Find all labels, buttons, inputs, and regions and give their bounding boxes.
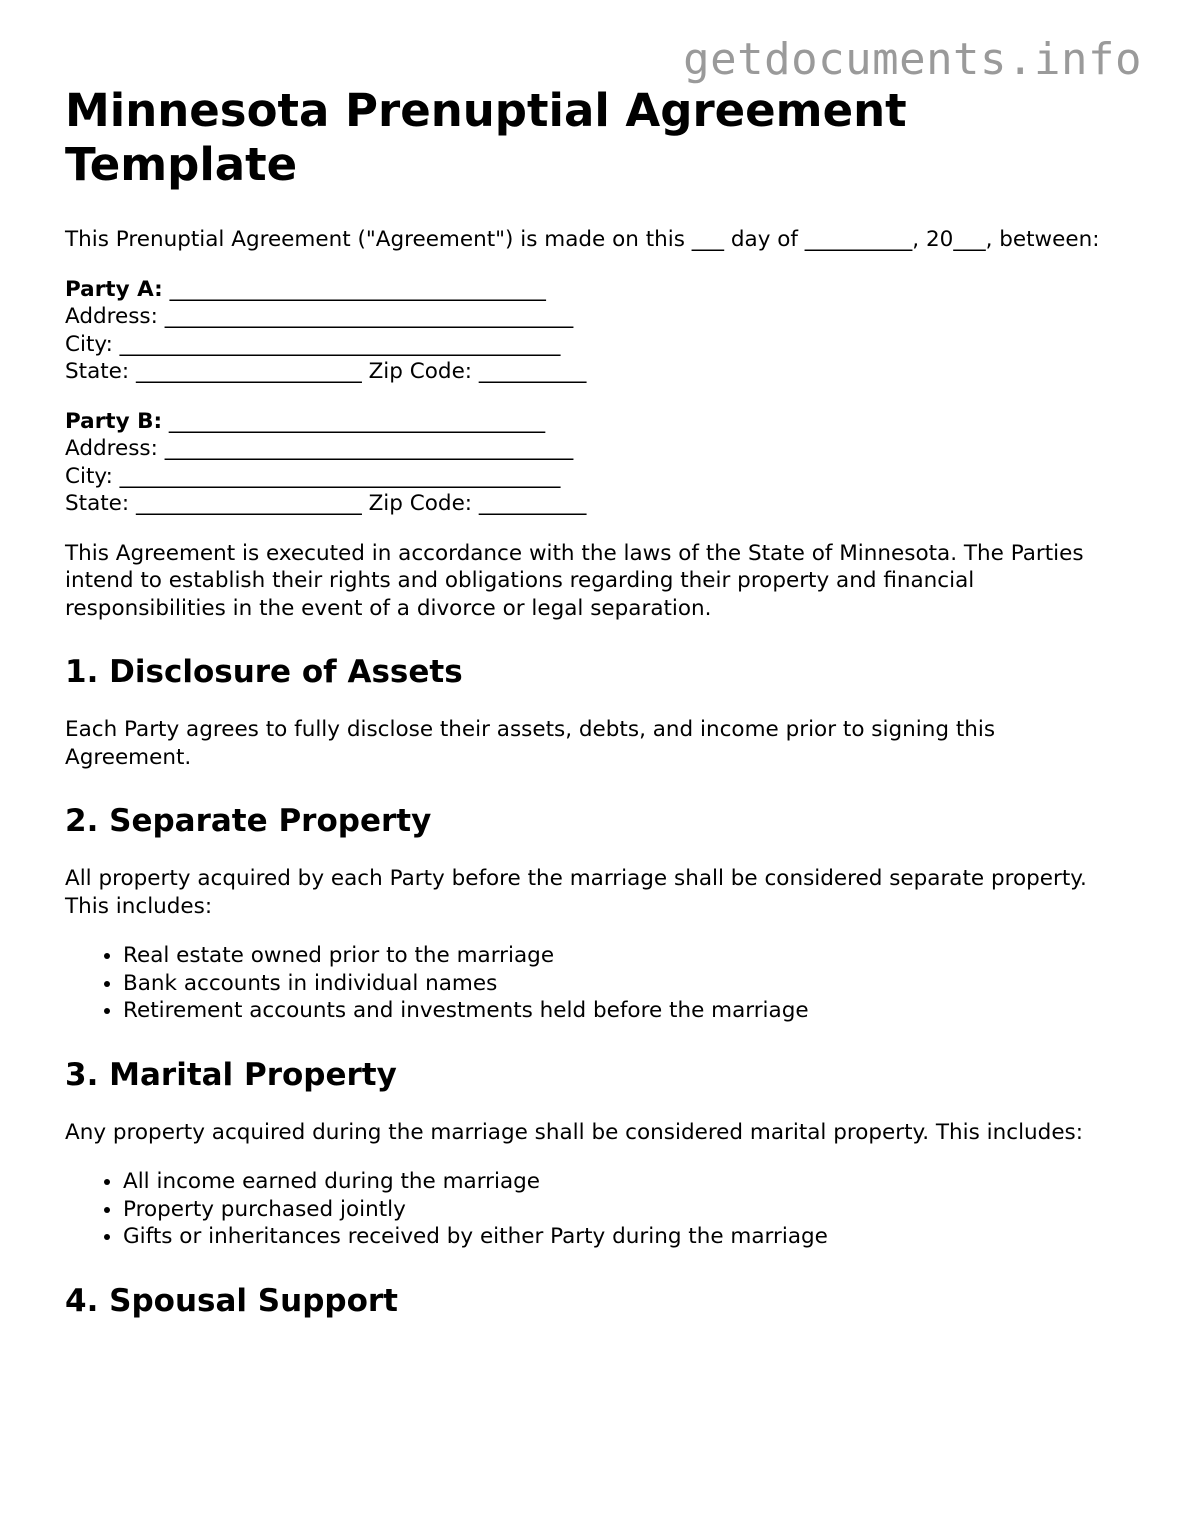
watermark: getdocuments.info xyxy=(683,34,1142,85)
section-3-heading: 3. Marital Property xyxy=(65,1056,397,1093)
party-a-block xyxy=(65,276,1125,386)
party-b-city-line: City: _________________________________________ xyxy=(65,463,561,489)
document-page xyxy=(65,84,1125,1321)
intro-paragraph: This Prenuptial Agreement ("Agreement") is made on this ___ day of __________, 20___, between: xyxy=(65,227,1100,252)
section-1-heading: 1. Disclosure of Assets xyxy=(65,654,463,690)
party-a-address-line: Address: ______________________________________ xyxy=(65,304,574,329)
party-a-label: Party A: xyxy=(65,276,163,302)
section-2-list xyxy=(65,942,1125,1025)
list-item: • Property purchased jointly xyxy=(123,1196,1125,1224)
section-3-text: Any property acquired during the marriage shall be considered marital property. This includes: xyxy=(65,1119,1083,1145)
party-a-name-line xyxy=(65,276,1125,304)
section-3-list xyxy=(65,1168,1125,1251)
list-item: • Retirement accounts and investments held before the marriage xyxy=(123,997,1125,1025)
list-item: • All income earned during the marriage xyxy=(123,1168,1125,1196)
party-b-state-zip-line: State: _____________________ Zip Code: __________ xyxy=(65,491,587,516)
list-item: • Real estate owned prior to the marriage xyxy=(123,942,1125,970)
party-b-name-line xyxy=(65,408,1125,436)
section-2-heading: 2. Separate Property xyxy=(65,803,432,839)
section-1-text: Each Party agrees to fully disclose their assets, debts, and income prior to signing this Agreement. xyxy=(65,717,996,770)
party-a-city-line: City: _________________________________________ xyxy=(65,331,561,357)
party-b-address-line: Address: ______________________________________ xyxy=(65,436,574,461)
list-item: • Gifts or inheritances received by either Party during the marriage xyxy=(123,1223,1125,1251)
section-4-heading: 4. Spousal Support xyxy=(65,1282,398,1319)
party-b-name-blank: ___________________________________ xyxy=(168,408,546,434)
document-title: Minnesota Prenuptial Agreement Template xyxy=(65,84,907,191)
section-2-text: All property acquired by each Party before the marriage shall be considered separate property. This includes: xyxy=(65,866,1087,919)
party-b-label: Party B: xyxy=(65,408,163,434)
party-a-state-zip-line: State: _____________________ Zip Code: __________ xyxy=(65,359,587,384)
list-item: • Bank accounts in individual names xyxy=(123,970,1125,998)
party-b-block xyxy=(65,408,1125,518)
governing-law-paragraph: This Agreement is executed in accordance with the laws of the State of Minnesota. The Parties intend to establish their rights and obligations regarding their property and financial responsibilities in the event of a divorce or legal separation. xyxy=(65,540,1084,621)
party-a-name-blank: ___________________________________ xyxy=(169,276,546,302)
